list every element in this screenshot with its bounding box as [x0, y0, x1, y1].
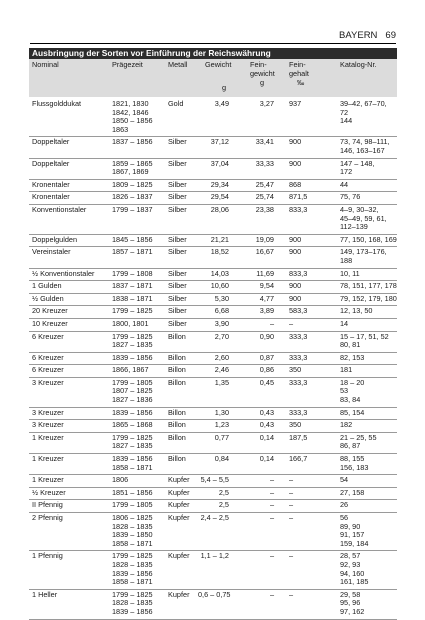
table-body	[29, 99, 397, 620]
cell-praegezeit: 1826 – 1837	[112, 192, 153, 202]
table-row	[29, 205, 397, 235]
cell-katalog: 12, 13, 50	[340, 306, 373, 316]
column-header	[29, 59, 397, 97]
cell-katalog: 56	[340, 513, 349, 523]
table-row	[29, 269, 397, 282]
cell-feingehalt: 900	[289, 158, 302, 168]
cell-metall: Silber	[168, 318, 187, 328]
cell-metall: Silber	[168, 247, 187, 257]
cell-metall: Billon	[168, 352, 186, 362]
cell-praegezeit: 1863	[112, 124, 129, 134]
cell-praegezeit: 1806	[112, 475, 129, 485]
cell-feingehalt: 900	[289, 293, 302, 303]
cell-nominal: II Pfennig	[32, 500, 63, 510]
cell-feingehalt: 333,3	[289, 352, 308, 362]
cell-feingewicht: 23,38	[255, 204, 274, 214]
cell-praegezeit: 1827 – 1835	[112, 441, 153, 451]
cell-feingewicht: 25,74	[255, 192, 274, 202]
cell-feingewicht: 0,14	[259, 432, 274, 442]
table-banner: Ausbringung der Sorten vor Einführung der Reichswährung	[29, 48, 397, 59]
cell-metall: Silber	[168, 281, 187, 291]
cell-katalog: 14	[340, 318, 349, 328]
cell-nominal: 3 Kreuzer	[32, 407, 64, 417]
table-row	[29, 99, 397, 137]
cell-feingehalt: 333,3	[289, 331, 308, 341]
cell-praegezeit: 1839 – 1856	[112, 568, 153, 578]
cell-feingehalt: 900	[289, 247, 302, 257]
table-row	[29, 433, 397, 454]
cell-katalog: 181	[340, 365, 353, 375]
table-row	[29, 319, 397, 332]
cell-feingewicht: 33,33	[255, 158, 274, 168]
cell-gewicht: 14,03	[210, 268, 229, 278]
header-feingewicht-line2: gewicht	[250, 69, 275, 78]
cell-metall: Silber	[168, 268, 187, 278]
cell-feingehalt: –	[289, 513, 294, 523]
cell-praegezeit: 1858 – 1871	[112, 462, 153, 472]
cell-gewicht: 29,54	[210, 192, 229, 202]
header-feingehalt-line1: Fein-	[289, 60, 306, 69]
cell-feingewicht: 9,54	[259, 281, 274, 291]
header-gewicht: Gewicht	[205, 60, 232, 69]
cell-metall: Silber	[168, 179, 187, 189]
cell-feingehalt: –	[289, 475, 294, 485]
cell-metall: Silber	[168, 192, 187, 202]
cell-katalog: 45–49, 59, 61,	[340, 213, 387, 223]
cell-praegezeit: 1806 – 1825	[112, 513, 153, 523]
cell-feingewicht: 25,47	[255, 179, 274, 189]
cell-metall: Billon	[168, 365, 186, 375]
cell-katalog: 146, 163–167	[340, 145, 385, 155]
cell-nominal: 1 Pfennig	[32, 551, 63, 561]
cell-katalog: 159, 184	[340, 538, 369, 548]
header-feingewicht-line1: Fein-	[250, 60, 267, 69]
cell-nominal: 3 Kreuzer	[32, 377, 64, 387]
cell-katalog: 91, 157	[340, 530, 365, 540]
table-row	[29, 475, 397, 488]
cell-metall: Billon	[168, 377, 186, 387]
cell-praegezeit: 1842, 1846	[112, 107, 149, 117]
cell-katalog: 72	[340, 107, 349, 117]
cell-nominal: Doppelgulden	[32, 234, 78, 244]
cell-praegezeit: 1828 – 1835	[112, 521, 153, 531]
cell-feingewicht: –	[269, 500, 274, 510]
cell-feingehalt: –	[289, 551, 294, 561]
cell-katalog: 156, 183	[340, 462, 369, 472]
cell-nominal: 20 Kreuzer	[32, 306, 68, 316]
header-katalog: Katalog-Nr.	[340, 60, 377, 69]
cell-katalog: 83, 84	[340, 395, 361, 405]
cell-nominal: 1 Kreuzer	[32, 432, 64, 442]
cell-metall: Silber	[168, 158, 187, 168]
cell-katalog: 92, 93	[340, 560, 361, 569]
cell-metall: Silber	[168, 306, 187, 316]
cell-katalog: 86, 87	[340, 441, 361, 451]
cell-metall: Kupfer	[168, 500, 190, 510]
cell-nominal: ½ Gulden	[32, 293, 64, 303]
cell-katalog: 94, 160	[340, 568, 365, 578]
table-row	[29, 306, 397, 319]
cell-praegezeit: 1858 – 1871	[112, 538, 153, 548]
cell-gewicht: 2,60	[214, 352, 229, 362]
table-row	[29, 408, 397, 421]
cell-feingehalt: –	[289, 500, 294, 510]
cell-feingehalt: –	[289, 318, 294, 328]
cell-feingewicht: –	[269, 318, 274, 328]
cell-katalog: 80, 81	[340, 340, 361, 350]
cell-feingewicht: 0,90	[259, 331, 274, 341]
cell-praegezeit: 1799 – 1805	[112, 500, 153, 510]
header-feingehalt-line2: gehalt	[289, 69, 309, 78]
cell-gewicht: 2,5	[218, 500, 229, 510]
cell-nominal: 2 Pfennig	[32, 513, 63, 523]
running-head	[0, 30, 396, 41]
cell-feingewicht: –	[269, 513, 274, 523]
header-nominal: Nominal	[32, 60, 59, 69]
cell-feingehalt: 900	[289, 281, 302, 291]
cell-katalog: 53	[340, 386, 349, 396]
table-row	[29, 590, 397, 620]
cell-katalog: 82, 153	[340, 352, 365, 362]
cell-praegezeit: 1839 – 1850	[112, 530, 153, 540]
cell-praegezeit: 1828 – 1835	[112, 598, 153, 608]
table-row	[29, 420, 397, 433]
cell-feingewicht: 11,69	[256, 268, 274, 278]
header-gewicht-unit: g	[222, 83, 227, 92]
cell-praegezeit: 1859 – 1865	[112, 158, 153, 168]
cell-nominal: 1 Kreuzer	[32, 475, 64, 485]
cell-praegezeit: 1828 – 1835	[112, 560, 153, 569]
cell-katalog: 77, 150, 168, 169	[340, 234, 397, 244]
cell-gewicht: 29,34	[210, 179, 229, 189]
cell-katalog: 75, 76	[340, 192, 361, 202]
cell-feingewicht: 4,77	[259, 293, 274, 303]
cell-katalog: 18 – 20	[340, 377, 365, 387]
cell-metall: Kupfer	[168, 551, 190, 561]
cell-feingehalt: 833,3	[289, 204, 308, 214]
table-row	[29, 247, 397, 268]
cell-metall: Gold	[168, 99, 184, 108]
cell-praegezeit: 1827 – 1835	[112, 340, 153, 350]
header-metall: Metall	[168, 60, 188, 69]
header-rule	[30, 43, 396, 44]
cell-feingewicht: 0,45	[259, 377, 274, 387]
cell-metall: Kupfer	[168, 475, 190, 485]
cell-praegezeit: 1821, 1830	[112, 99, 149, 108]
cell-praegezeit: 1865 – 1868	[112, 420, 153, 430]
table-row	[29, 235, 397, 248]
cell-gewicht: 3,49	[214, 99, 229, 108]
table-row	[29, 332, 397, 353]
cell-feingehalt: 833,3	[289, 268, 308, 278]
cell-katalog: 95, 96	[340, 598, 361, 608]
cell-praegezeit: 1799 – 1825	[112, 331, 153, 341]
cell-gewicht: 3,90	[214, 318, 229, 328]
cell-nominal: Konventionstaler	[32, 204, 87, 214]
cell-katalog: 149, 173–176,	[340, 247, 387, 257]
cell-feingewicht: 0,43	[259, 420, 274, 430]
cell-gewicht: 1,23	[214, 420, 229, 430]
cell-feingewicht: 0,86	[259, 365, 274, 375]
cell-feingewicht: 3,89	[259, 306, 274, 316]
cell-gewicht: 2,4 – 2,5	[200, 513, 229, 523]
cell-feingewicht: –	[269, 487, 274, 497]
cell-gewicht: 6,68	[214, 306, 229, 316]
cell-praegezeit: 1839 – 1856	[112, 606, 153, 616]
cell-feingehalt: –	[289, 589, 294, 599]
cell-katalog: 15 – 17, 51, 52	[340, 331, 389, 341]
cell-praegezeit: 1799 – 1837	[112, 204, 153, 214]
cell-katalog: 112–139	[340, 222, 368, 232]
cell-praegezeit: 1799 – 1825	[112, 306, 153, 316]
cell-metall: Billon	[168, 432, 186, 442]
cell-gewicht: 37,04	[210, 158, 229, 168]
cell-feingewicht: 0,43	[259, 407, 274, 417]
cell-nominal: 3 Kreuzer	[32, 420, 64, 430]
cell-katalog: 89, 90	[340, 521, 361, 531]
table-row	[29, 500, 397, 513]
cell-katalog: 85, 154	[340, 407, 365, 417]
cell-nominal: 1 Kreuzer	[32, 454, 64, 464]
cell-katalog: 182	[340, 420, 353, 430]
cell-praegezeit: 1839 – 1856	[112, 407, 153, 417]
cell-nominal: Doppeltaler	[32, 158, 70, 168]
cell-praegezeit: 1799 – 1825	[112, 551, 153, 561]
cell-metall: Silber	[168, 293, 187, 303]
cell-praegezeit: 1827 – 1836	[112, 395, 153, 405]
cell-feingewicht: 0,87	[259, 352, 274, 362]
cell-gewicht: 1,1 – 1,2	[200, 551, 229, 561]
cell-feingehalt: 187,5	[289, 432, 308, 442]
cell-nominal: Doppeltaler	[32, 137, 70, 147]
table-row	[29, 454, 397, 475]
cell-praegezeit: 1857 – 1871	[112, 247, 153, 257]
cell-gewicht: 0,6 – 0,75	[198, 589, 231, 599]
cell-gewicht: 2,5	[218, 487, 229, 497]
cell-metall: Kupfer	[168, 487, 190, 497]
cell-praegezeit: 1839 – 1856	[112, 454, 153, 464]
table-row	[29, 281, 397, 294]
cell-praegezeit: 1866, 1867	[112, 365, 149, 375]
table-row	[29, 294, 397, 307]
cell-gewicht: 5,30	[214, 293, 229, 303]
cell-metall: Silber	[168, 137, 187, 147]
cell-gewicht: 1,30	[214, 407, 229, 417]
cell-feingehalt: 868	[289, 179, 302, 189]
cell-feingehalt: 900	[289, 137, 302, 147]
cell-nominal: 6 Kreuzer	[32, 352, 64, 362]
cell-praegezeit: 1839 – 1856	[112, 352, 153, 362]
cell-feingehalt: 900	[289, 234, 302, 244]
cell-katalog: 4–9, 30–32,	[340, 204, 379, 214]
cell-katalog: 39–42, 67–70,	[340, 99, 387, 108]
cell-metall: Silber	[168, 234, 187, 244]
cell-gewicht: 37,12	[210, 137, 229, 147]
cell-nominal: 1 Heller	[32, 589, 58, 599]
cell-katalog: 27, 158	[340, 487, 365, 497]
cell-metall: Billon	[168, 331, 186, 341]
cell-gewicht: 5,4 – 5,5	[200, 475, 229, 485]
cell-metall: Billon	[168, 454, 186, 464]
cell-feingewicht: –	[269, 551, 274, 561]
cell-gewicht: 1,35	[214, 377, 229, 387]
cell-feingewicht: 0,14	[259, 454, 274, 464]
table-row	[29, 180, 397, 193]
table-row	[29, 513, 397, 551]
cell-nominal: 6 Kreuzer	[32, 365, 64, 375]
cell-gewicht: 10,60	[210, 281, 229, 291]
cell-metall: Billon	[168, 420, 186, 430]
cell-praegezeit: 1800, 1801	[112, 318, 149, 328]
table-row	[29, 192, 397, 205]
cell-praegezeit: 1799 – 1825	[112, 589, 153, 599]
header-feingewicht-unit: g	[260, 78, 265, 87]
cell-katalog: 21 – 25, 55	[340, 432, 377, 442]
cell-katalog: 161, 185	[340, 577, 369, 587]
cell-metall: Billon	[168, 407, 186, 417]
table-row	[29, 551, 397, 589]
page-number: 69	[385, 30, 396, 41]
cell-gewicht: 2,46	[214, 365, 229, 375]
cell-katalog: 44	[340, 179, 349, 189]
cell-feingehalt: 333,3	[289, 377, 308, 387]
cell-praegezeit: 1837 – 1871	[112, 281, 153, 291]
cell-katalog: 10, 11	[340, 268, 360, 278]
cell-praegezeit: 1845 – 1856	[112, 234, 153, 244]
cell-metall: Kupfer	[168, 513, 190, 523]
cell-metall: Kupfer	[168, 589, 190, 599]
cell-feingewicht: 16,67	[255, 247, 274, 257]
cell-praegezeit: 1837 – 1856	[112, 137, 153, 147]
cell-katalog: 147 – 148,	[340, 158, 375, 168]
cell-katalog: 29, 58	[340, 589, 361, 599]
table-row	[29, 365, 397, 378]
cell-gewicht: 28,06	[210, 204, 229, 214]
table-row	[29, 159, 397, 180]
cell-praegezeit: 1850 – 1856	[112, 116, 153, 126]
cell-praegezeit: 1858 – 1871	[112, 577, 153, 587]
cell-nominal: 6 Kreuzer	[32, 331, 64, 341]
cell-katalog: 188	[340, 255, 353, 265]
cell-praegezeit: 1799 – 1805	[112, 377, 153, 387]
cell-nominal: Kronentaler	[32, 192, 70, 202]
cell-nominal: Vereinstaler	[32, 247, 71, 257]
cell-feingehalt: 871,5	[289, 192, 308, 202]
table-row	[29, 488, 397, 501]
cell-nominal: 10 Kreuzer	[32, 318, 68, 328]
cell-feingehalt: 937	[289, 99, 302, 108]
cell-feingehalt: 583,3	[289, 306, 308, 316]
cell-praegezeit: 1799 – 1825	[112, 432, 153, 442]
table-row	[29, 137, 397, 158]
cell-katalog: 79, 152, 179, 180	[340, 293, 397, 303]
cell-metall: Silber	[168, 204, 187, 214]
table-row	[29, 378, 397, 408]
cell-nominal: Flussgolddukat	[32, 99, 82, 108]
running-head-title: BAYERN	[339, 30, 378, 41]
cell-katalog: 78, 151, 177, 178	[340, 281, 397, 291]
cell-feingewicht: –	[269, 475, 274, 485]
cell-feingehalt: –	[289, 487, 294, 497]
cell-katalog: 28, 57	[340, 551, 361, 561]
cell-nominal: ½ Kreuzer	[32, 487, 66, 497]
table-row	[29, 353, 397, 366]
cell-katalog: 172	[340, 167, 353, 177]
cell-nominal: Kronentaler	[32, 179, 70, 189]
cell-praegezeit: 1838 – 1871	[112, 293, 153, 303]
cell-katalog: 144	[340, 116, 353, 126]
cell-gewicht: 0,77	[214, 432, 229, 442]
cell-katalog: 88, 155	[340, 454, 365, 464]
cell-gewicht: 21,21	[210, 234, 229, 244]
cell-feingehalt: 350	[289, 365, 302, 375]
cell-feingehalt: 333,3	[289, 407, 308, 417]
cell-praegezeit: 1867, 1869	[112, 167, 149, 177]
cell-feingewicht: 33,41	[255, 137, 274, 147]
cell-feingehalt: 166,7	[289, 454, 308, 464]
cell-gewicht: 0,84	[214, 454, 229, 464]
cell-praegezeit: 1851 – 1856	[112, 487, 153, 497]
cell-katalog: 73, 74, 98–111,	[340, 137, 390, 147]
cell-nominal: 1 Gulden	[32, 281, 62, 291]
cell-gewicht: 18,52	[210, 247, 229, 257]
cell-feingewicht: 19,09	[255, 234, 274, 244]
cell-feingewicht: –	[269, 589, 274, 599]
cell-praegezeit: 1807 – 1825	[112, 386, 153, 396]
cell-praegezeit: 1799 – 1808	[112, 268, 153, 278]
cell-katalog: 97, 162	[340, 606, 365, 616]
cell-katalog: 54	[340, 475, 349, 485]
header-praegezeit: Prägezeit	[112, 60, 143, 69]
cell-feingehalt: 350	[289, 420, 302, 430]
cell-nominal: ½ Konventionstaler	[32, 268, 95, 278]
cell-feingewicht: 3,27	[259, 99, 274, 108]
header-feingehalt-unit: ‰	[297, 78, 305, 87]
cell-praegezeit: 1809 – 1825	[112, 179, 153, 189]
cell-katalog: 26	[340, 500, 349, 510]
cell-gewicht: 2,70	[214, 331, 229, 341]
